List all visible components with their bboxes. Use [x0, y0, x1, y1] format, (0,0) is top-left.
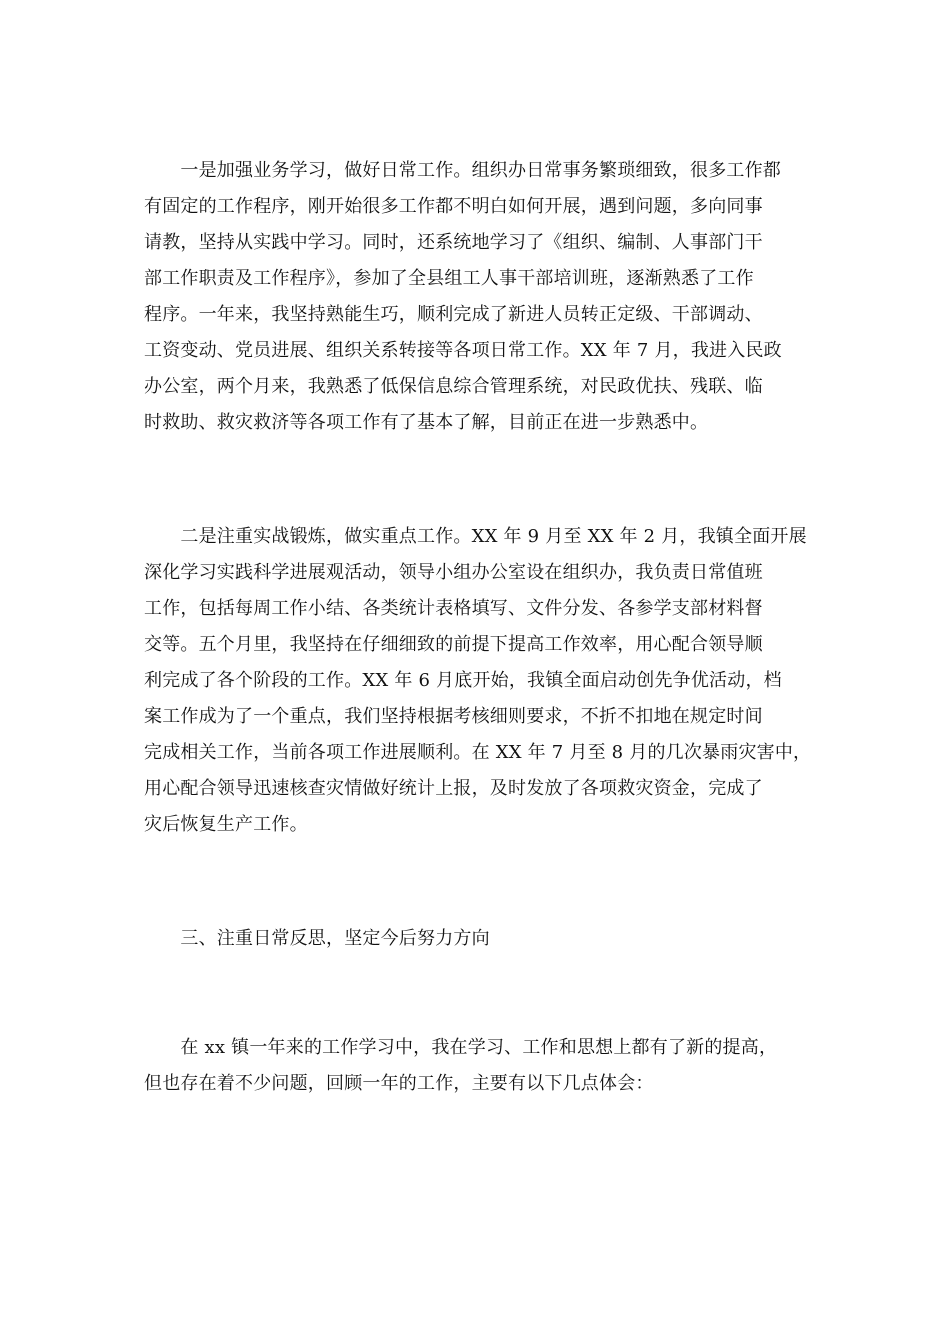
paragraph-practical-training: [144, 519, 810, 843]
text-line: 工资变动、党员进展、组织关系转接等各项日常工作。XX 年 7 月，我进入民政: [144, 340, 782, 361]
text-line: 时救助、救灾救济等各项工作有了基本了解，目前正在进一步熟悉中。: [144, 412, 709, 433]
section-heading: [144, 921, 810, 957]
text-line: 利完成了各个阶段的工作。XX 年 6 月底开始，我镇全面启动创先争优活动，档: [144, 670, 782, 691]
text-line: 请教，坚持从实践中学习。同时，还系统地学习了《组织、编制、人事部门干: [144, 232, 763, 253]
text-line: 部工作职责及工作程序》，参加了全县组工人事干部培训班，逐渐熟悉了工作: [144, 268, 754, 289]
heading-line: 三、注重日常反思，坚定今后努力方向: [144, 928, 490, 949]
text-line: 深化学习实践科学进展观活动，领导小组办公室设在组织办，我负责日常值班: [144, 562, 763, 583]
text-line: 工作，包括每周工作小结、各类统计表格填写、文件分发、各参学支部材料督: [144, 598, 763, 619]
text-line: 程序。一年来，我坚持熟能生巧，顺利完成了新进人员转正定级、干部调动、: [144, 304, 763, 325]
text-line: 一是加强业务学习，做好日常工作。组织办日常事务繁琐细致，很多工作都: [144, 160, 781, 181]
text-line: 交等。五个月里，我坚持在仔细细致的前提下提高工作效率，用心配合领导顺: [144, 634, 763, 655]
paragraph-reflection: [144, 1030, 810, 1102]
text-line: 案工作成为了一个重点，我们坚持根据考核细则要求，不折不扣地在规定时间: [144, 706, 763, 727]
text-line: 用心配合领导迅速核查灾情做好统计上报，及时发放了各项救灾资金，完成了: [144, 778, 763, 799]
text-line: 在 xx 镇一年来的工作学习中，我在学习、工作和思想上都有了新的提高，: [144, 1037, 778, 1058]
text-line: 二是注重实战锻炼，做实重点工作。XX 年 9 月至 XX 年 2 月，我镇全面开展: [144, 526, 807, 547]
text-line: 灾后恢复生产工作。: [144, 814, 308, 835]
text-line: 完成相关工作，当前各项工作进展顺利。在 XX 年 7 月至 8 月的几次暴雨灾害中，: [144, 742, 812, 763]
text-line: 办公室，两个月来，我熟悉了低保信息综合管理系统，对民政优扶、残联、临: [144, 376, 763, 397]
text-line: 有固定的工作程序，刚开始很多工作都不明白如何开展，遇到问题，多向同事: [144, 196, 763, 217]
paragraph-business-study: [144, 153, 810, 441]
text-line: 但也存在着不少问题，回顾一年的工作，主要有以下几点体会：: [144, 1073, 654, 1094]
